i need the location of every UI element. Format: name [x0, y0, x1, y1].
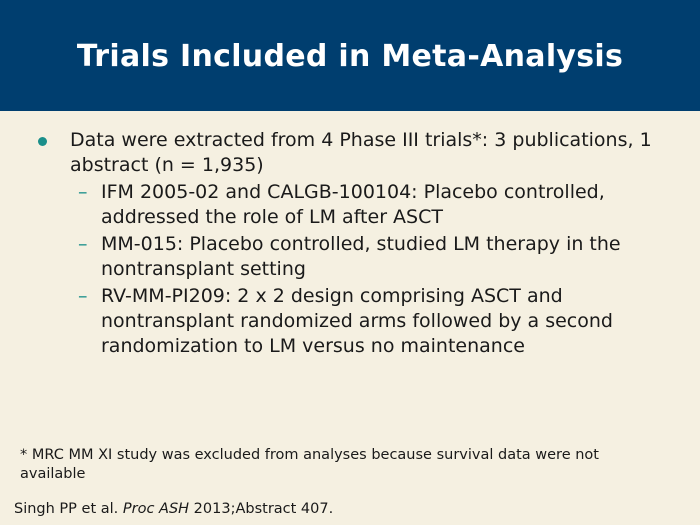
title-bar: [0, 0, 700, 111]
sub-bullet-text: RV-MM-PI209: 2 x 2 design comprising ASCT and nontransplant randomized arms followed by a second randomization to LM versus no maintenance: [101, 285, 613, 357]
citation-authors: Singh PP et al.: [14, 501, 119, 517]
slide-content: [0, 128, 700, 361]
sub-bullet-rv-mm-pi209: [0, 284, 700, 359]
sub-bullet-text: IFM 2005-02 and CALGB-100104: Placebo controlled, addressed the role of LM after ASCT: [101, 181, 605, 228]
dash-icon: –: [78, 181, 88, 203]
citation: [14, 500, 333, 519]
footnote: * MRC MM XI study was excluded from analyses because survival data were not available: [20, 447, 599, 482]
dash-icon: –: [78, 233, 88, 255]
sub-bullet-text: MM-015: Placebo controlled, studied LM therapy in the nontransplant setting: [101, 233, 621, 280]
bullet-dot-icon: [38, 137, 47, 146]
slide-title: Trials Included in Meta-Analysis: [76, 39, 624, 74]
sub-bullet-ifm: [0, 180, 700, 230]
sub-bullet-mm015: [0, 232, 700, 282]
sub-bullet-list: [0, 180, 700, 359]
citation-details: 2013;Abstract 407.: [193, 501, 334, 517]
main-bullet-text: Data were extracted from 4 Phase III trials*: 3 publications, 1 abstract (n = 1,935): [70, 129, 652, 176]
dash-icon: –: [78, 285, 88, 307]
citation-journal: Proc ASH: [122, 501, 190, 517]
main-bullet: [0, 128, 700, 178]
